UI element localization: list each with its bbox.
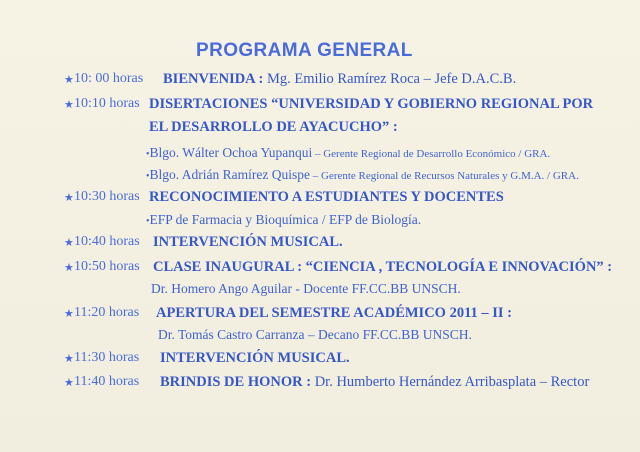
- speaker-role: – Gerente Regional de Recursos Naturales y G.M.A. / GRA.: [310, 170, 579, 182]
- agenda-heading: DISERTACIONES “UNIVERSIDAD Y GOBIERNO REGIONAL POR: [149, 96, 594, 112]
- star-icon: ★: [64, 192, 74, 204]
- speaker-line: Dr. Homero Ango Aguilar - Docente FF.CC.BB UNSCH.: [151, 281, 461, 296]
- heading-text: BIENVENIDA :: [163, 71, 264, 87]
- speaker-line: [146, 145, 550, 161]
- star-icon: ★: [64, 353, 74, 365]
- star-icon: ★: [64, 237, 74, 249]
- recognition-line: [146, 212, 421, 228]
- agenda-heading: CLASE INAUGURAL : “CIENCIA , TECNOLOGÍA E INNOVACIÓN” :: [153, 259, 613, 275]
- heading-detail: Mg. Emilio Ramírez Roca – Jefe D.A.C.B.: [263, 71, 517, 87]
- agenda-heading: RECONOCIMIENTO A ESTUDIANTES Y DOCENTES: [149, 189, 504, 205]
- page-title: PROGRAMA GENERAL: [196, 40, 413, 61]
- recognition-text: EFP de Farmacia y Bioquímica / EFP de Biología.: [149, 212, 422, 227]
- star-icon: ★: [64, 308, 74, 320]
- heading-text: BRINDIS DE HONOR :: [160, 374, 312, 390]
- time-label: 10:30 horas: [74, 189, 140, 204]
- agenda-heading: APERTURA DEL SEMESTRE ACADÉMICO 2011 – II :: [156, 305, 513, 321]
- speaker-name: Blgo. Wálter Ochoa Yupanqui: [149, 145, 313, 160]
- star-icon: ★: [64, 377, 74, 389]
- agenda-heading: INTERVENCIÓN MUSICAL.: [153, 234, 343, 250]
- time-label: 10:10 horas: [74, 96, 140, 111]
- speaker-role: – Gerente Regional de Desarrollo Económico / GRA.: [312, 148, 551, 160]
- star-icon: ★: [64, 262, 74, 274]
- agenda-heading: INTERVENCIÓN MUSICAL.: [160, 350, 350, 366]
- time-label: 10:50 horas: [74, 259, 140, 274]
- heading-detail: Dr. Humberto Hernández Arribasplata – Rector: [311, 374, 590, 390]
- star-icon: ★: [64, 99, 74, 111]
- star-icon: ★: [64, 74, 74, 86]
- time-label: 10:40 horas: [74, 234, 140, 249]
- bullet-icon: •: [146, 149, 150, 160]
- speaker-name: Blgo. Adrián Ramírez Quispe: [149, 167, 310, 182]
- bullet-icon: •: [146, 216, 150, 227]
- time-label: 11:40 horas: [74, 374, 140, 389]
- speaker-line: [146, 167, 579, 183]
- bullet-icon: •: [146, 171, 150, 182]
- agenda-heading: [160, 374, 589, 391]
- time-label: 11:30 horas: [74, 350, 140, 365]
- agenda-heading: [163, 71, 516, 88]
- time-label: 11:20 horas: [74, 305, 140, 320]
- speaker-line: Dr. Tomás Castro Carranza – Decano FF.CC.BB UNSCH.: [158, 327, 472, 342]
- agenda-heading-continued: EL DESARROLLO DE AYACUCHO” :: [149, 119, 398, 135]
- time-label: 10: 00 horas: [74, 71, 144, 86]
